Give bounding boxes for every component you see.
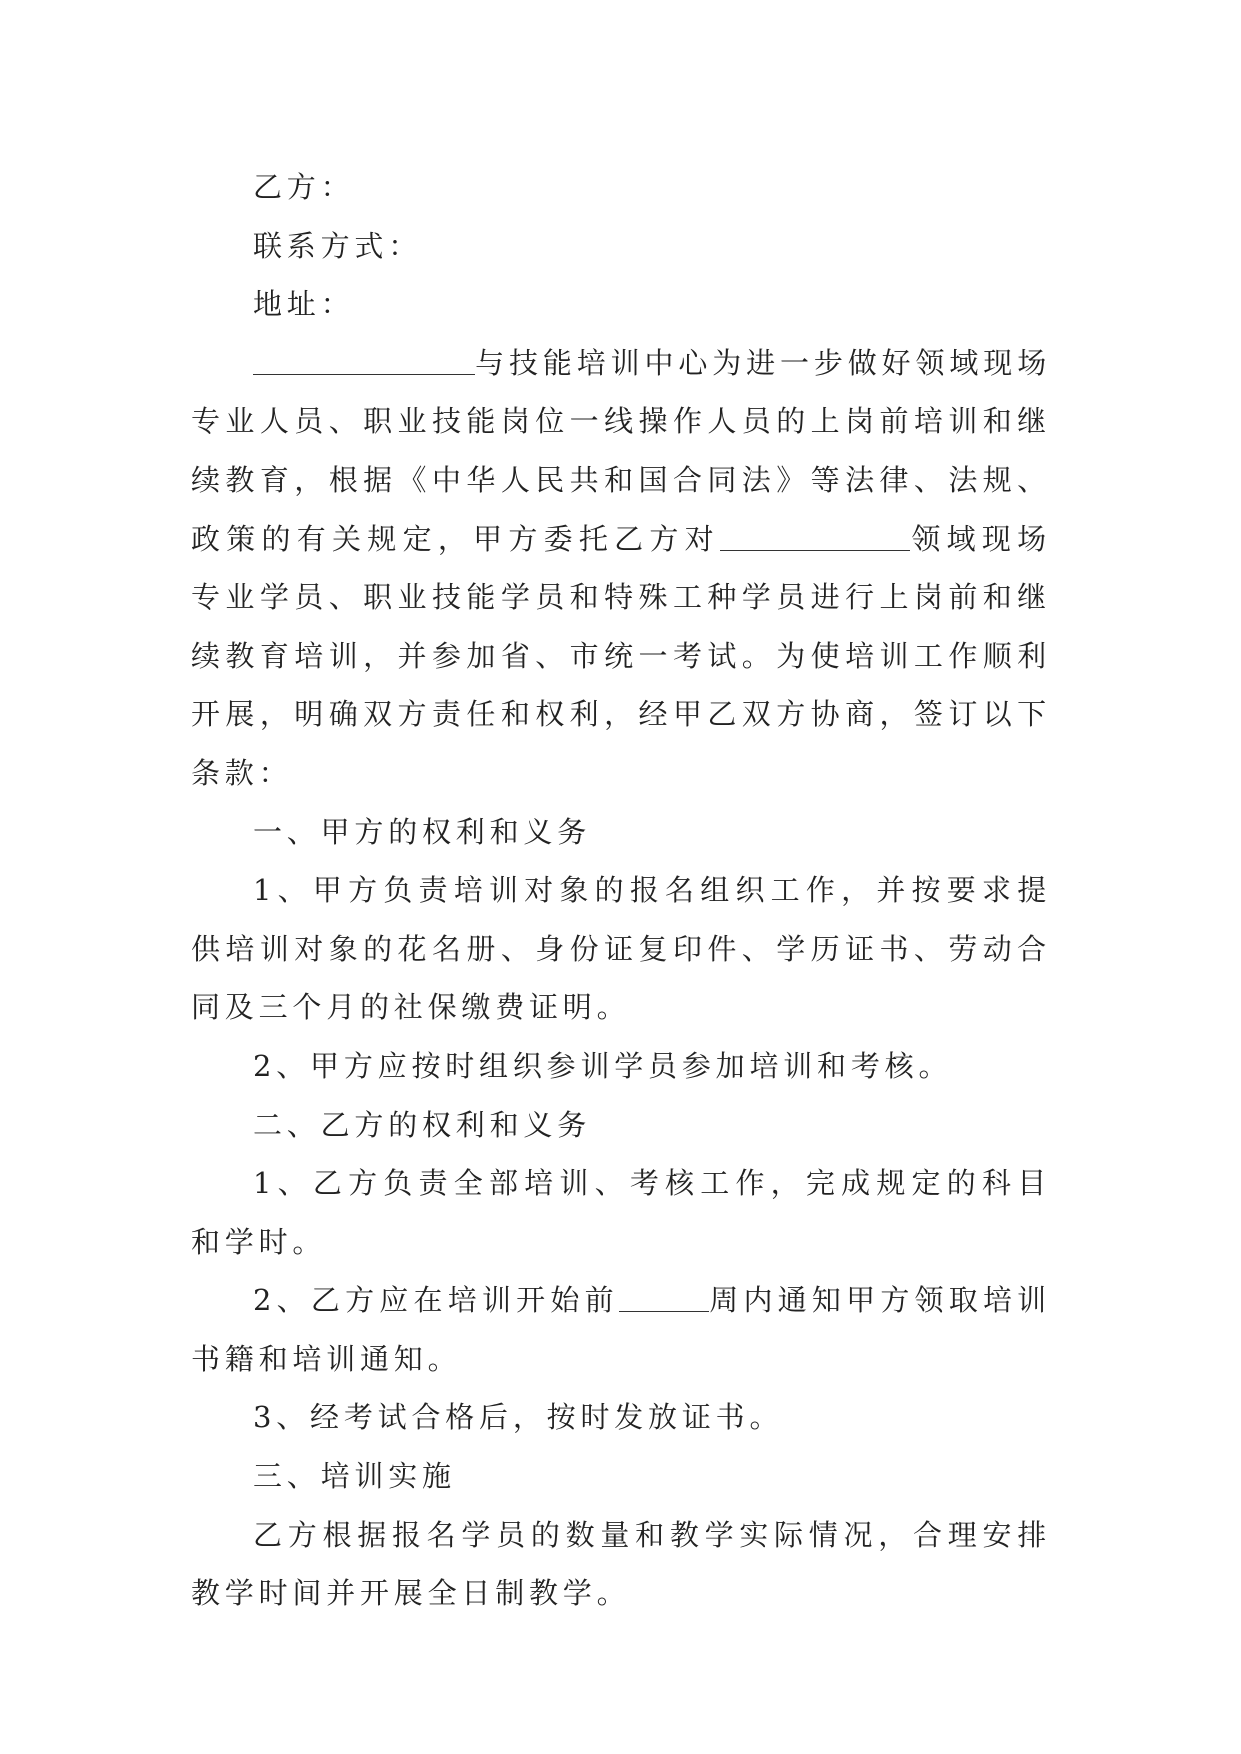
section-3-paragraph: 乙方根据报名学员的数量和教学实际情况，合理安排教学时间并开展全日制教学。 xyxy=(191,1517,1051,1611)
field-blank xyxy=(720,520,910,551)
intro-paragraph xyxy=(191,334,1051,803)
weeks-blank xyxy=(619,1281,709,1312)
address-line: 地址： xyxy=(253,287,355,322)
intro-text-1: 与技能培训中心为进一步做好领域现场专业人员、职业技能岗位一线操作人员的上岗前培训和继续教育，根据《中华人民共和国合同法》等法律、法规、政策的有关规定，甲方委托乙方对 xyxy=(191,345,1051,556)
party-b-line: 乙方： xyxy=(253,170,355,204)
intro-text-2: 领域现场专业学员、职业技能学员和特殊工种学员进行上岗前和继续教育培训，并参加省、市统一考试。为使培训工作顺利开展，明确双方责任和权利，经甲乙双方协商，签订以下条款： xyxy=(191,521,1051,790)
section-3-heading: 三、培训实施 xyxy=(253,1459,456,1494)
section-2-item-2 xyxy=(191,1271,1051,1388)
section-1-heading: 一、甲方的权利和义务 xyxy=(253,814,592,849)
section-2-item-2-text-1: 2、乙方应在培训开始前 xyxy=(253,1283,619,1318)
party-name-blank xyxy=(253,344,475,375)
section-2-item-3: 3、经考试合格后，按时发放证书。 xyxy=(253,1400,784,1435)
section-1-item-1: 1、甲方负责培训对象的报名组织工作，并按要求提供培训对象的花名册、身份证复印件、学历证书、劳动合同及三个月的社保缴费证明。 xyxy=(191,873,1051,1025)
section-2-item-1: 1、乙方负责全部培训、考核工作，完成规定的科目和学时。 xyxy=(191,1166,1051,1259)
section-2-item-2-text-2: 周内通知甲方领取培训书籍和培训通知。 xyxy=(191,1283,1051,1376)
section-2-heading: 二、乙方的权利和义务 xyxy=(253,1107,592,1142)
section-1-item-2: 2、甲方应按时组织参训学员参加培训和考核。 xyxy=(253,1048,953,1083)
contact-line: 联系方式： xyxy=(253,228,423,263)
contract-body xyxy=(191,158,1051,1623)
